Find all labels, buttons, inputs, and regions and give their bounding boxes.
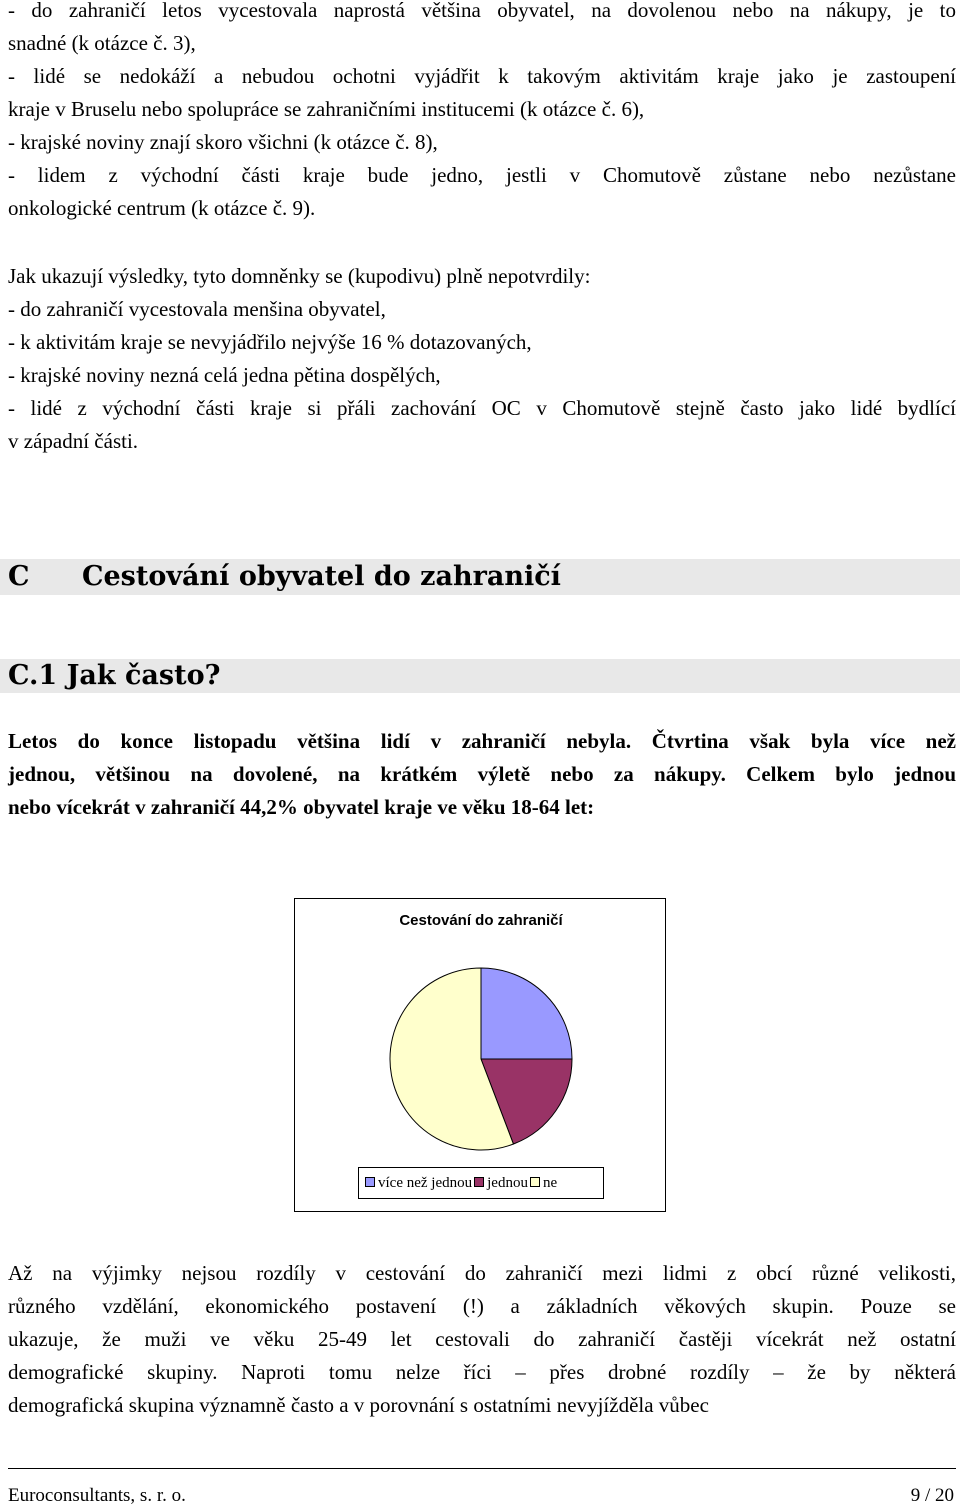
section-title: Cestování obyvatel do zahraničí (82, 561, 561, 592)
pie-slice-0 (481, 968, 572, 1059)
results-line: v západní části. (8, 429, 139, 453)
pie-slices (390, 968, 572, 1150)
intro-line: - lidem z východní části kraje bude jedno, jestli v Chomutově zůstane nebo nezůstane (8, 163, 956, 187)
section-letter: C (8, 561, 30, 592)
results-line: - krajské noviny nezná celá jedna pětina dospělých, (8, 363, 441, 387)
analysis-line: demografická skupina významně často a v porovnání s ostatními nevyjížděla vůbec (8, 1393, 709, 1417)
pie-chart (294, 898, 666, 1212)
results-paragraph (8, 260, 956, 458)
results-line: - do zahraničí vycestovala menšina obyvatel, (8, 297, 386, 321)
legend-item (474, 1175, 528, 1191)
footer-divider (8, 1468, 956, 1469)
summary-line: jednou, většinou na dovolené, na krátkém výletě nebo za nákupy. Celkem bylo jednou (8, 762, 956, 786)
intro-line: kraje v Bruselu nebo spolupráce se zahraničními institucemi (k otázce č. 6), (8, 97, 645, 121)
legend-swatch (365, 1177, 375, 1187)
analysis-line: Až na výjimky nejsou rozdíly v cestování do zahraničí mezi lidmi z obcí různé velikosti, (8, 1261, 956, 1285)
subsection-title: C.1 Jak často? (8, 660, 221, 691)
intro-line: - krajské noviny znají skoro všichni (k otázce č. 8), (8, 130, 438, 154)
footer-company: Euroconsultants, s. r. o. (8, 1485, 186, 1506)
intro-paragraph (8, 0, 956, 225)
analysis-line: demografické skupiny. Naproti tomu nelze říci – přes drobné rozdíly – že by některá (8, 1360, 956, 1384)
summary-paragraph (8, 725, 956, 824)
results-line: - lidé z východní části kraje si přáli zachování OC v Chomutově stejně často jako lidé bydlící (8, 396, 956, 420)
footer-page-number: 9 / 20 (910, 1485, 954, 1506)
legend-label: ne (542, 1175, 558, 1191)
chart-legend (358, 1167, 604, 1199)
legend-item (530, 1175, 557, 1191)
legend-label: jednou (487, 1175, 528, 1191)
summary-line: Letos do konce listopadu většina lidí v zahraničí nebyla. Čtvrtina však byla více než (8, 729, 956, 753)
analysis-line: různého vzdělání, ekonomického postavení (!) a základních věkových skupin. Pouze se (8, 1294, 956, 1318)
results-line: - k aktivitám kraje se nevyjádřilo nejvýše 16 % dotazovaných, (8, 330, 532, 354)
legend-item (365, 1175, 472, 1191)
legend-swatch (530, 1177, 540, 1187)
legend-label: více než jednou (378, 1175, 473, 1191)
summary-line: nebo vícekrát v zahraničí 44,2% obyvatel kraje ve věku 18-64 let: (8, 795, 595, 819)
pie-chart-svg (295, 899, 664, 1210)
analysis-paragraph (8, 1257, 956, 1422)
legend-swatch (474, 1177, 484, 1187)
subsection-heading (0, 659, 960, 693)
intro-line: onkologické centrum (k otázce č. 9). (8, 196, 316, 220)
intro-line: - do zahraničí letos vycestovala naprostá většina obyvatel, na dovolenou nebo na nákupy, je to (8, 0, 956, 22)
intro-line: snadné (k otázce č. 3), (8, 31, 196, 55)
intro-line: - lidé se nedokáží a nebudou ochotni vyjádřit k takovým aktivitám kraje jako je zastoupení (8, 64, 956, 88)
chart-title: Cestování do zahraničí (399, 912, 563, 929)
section-heading (0, 559, 960, 595)
results-line: Jak ukazují výsledky, tyto domněnky se (kupodivu) plně nepotvrdily: (8, 264, 591, 288)
analysis-line: ukazuje, že muži ve věku 25-49 let cestovali do zahraničí častěji vícekrát než ostatní (8, 1327, 956, 1351)
